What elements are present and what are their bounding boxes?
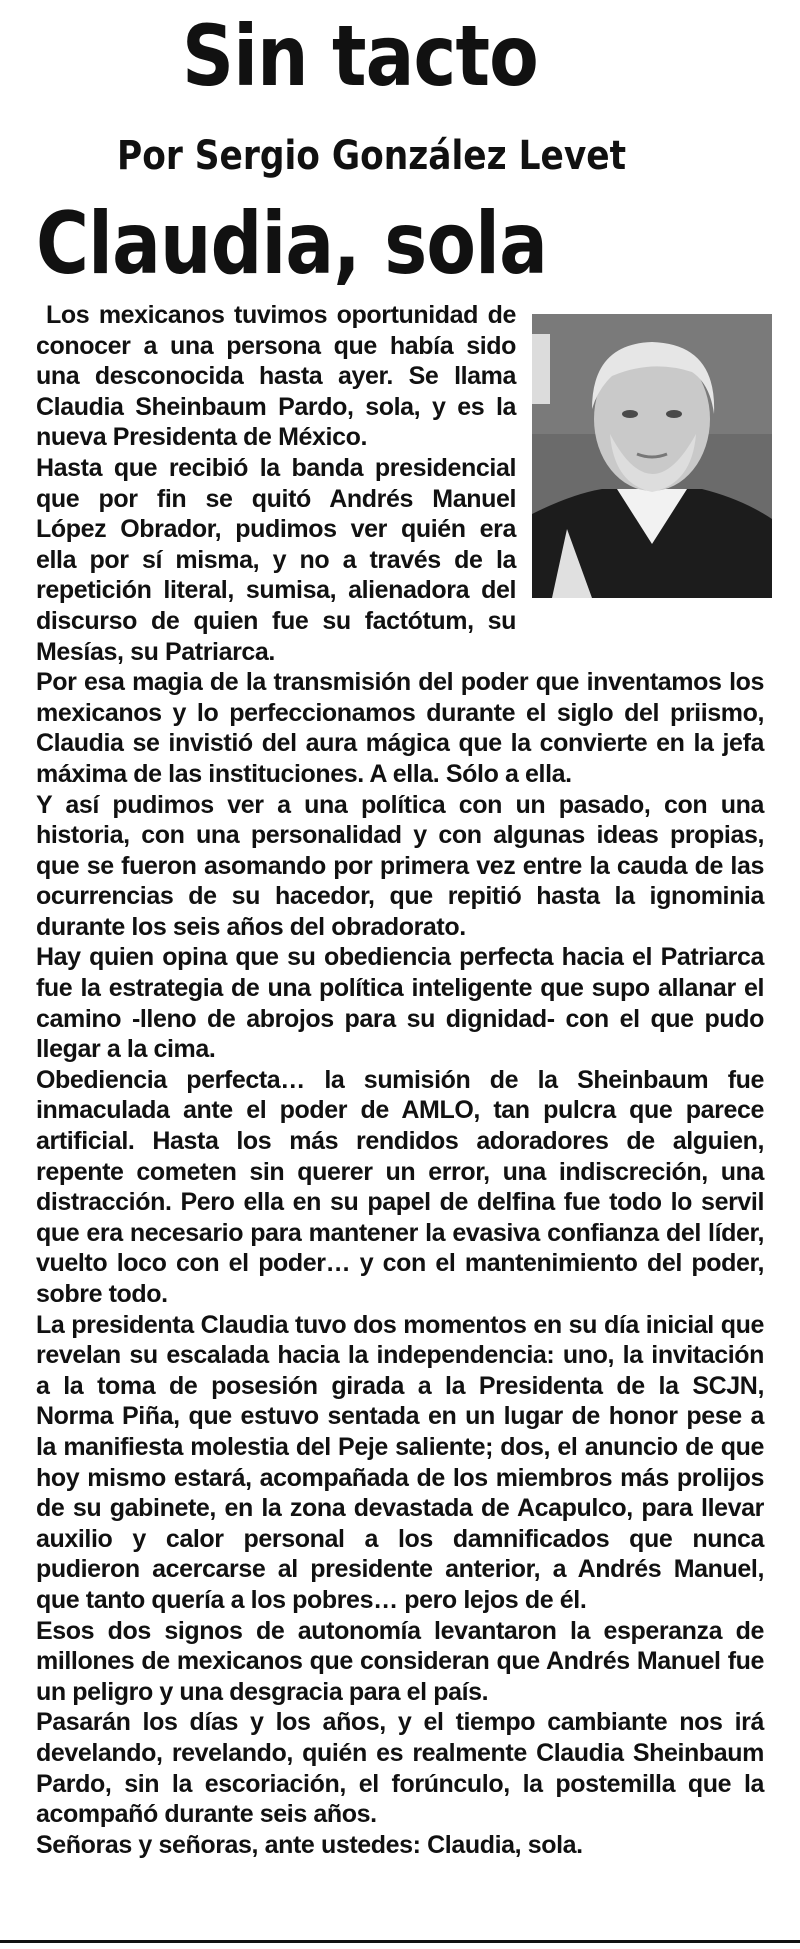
paragraph: Y así pudimos ver a una política con un pasado, con una historia, con una personalidad y con algunas ideas propias, que se fueron asomando por primera vez entre la cauda de las ocurrencias de su hacedor, que repitió hasta la ignominia durante los seis años del obradorato. [36,790,764,941]
paragraph: Los mexicanos tuvimos oportunidad de conocer a una persona que había sido una desconocida hasta ayer. Se llama Claudia Sheinbaum Pardo, sola, y es la nueva Presidenta de México. [36,301,516,452]
photo-wrap-space [516,300,764,612]
paragraph: Pasarán los días y los años, y el tiempo cambiante nos irá develando, revelando, quién es realmente Claudia Sheinbaum Pardo, sin la escoriación, el forúnculo, la postemilla que la acompañó durante seis años. [36,1708,764,1829]
paragraph: Señoras y señoras, ante ustedes: Claudia, sola. [36,1830,583,1859]
author-byline: Por Sergio González Levet [117,133,627,179]
paragraph: Hay quien opina que su obediencia perfecta hacia el Patriarca fue la estrategia de una política inteligente que supo allanar el camino -lleno de abrojos para su dignidad- con el que pudo llegar a la cima. [36,943,764,1064]
article-headline: Claudia, sola [36,194,547,294]
article-body [36,300,764,1860]
paragraph: Hasta que recibió la banda presidencial que por fin se quitó Andrés Manuel López Obrador, pudimos ver quién era ella por sí misma, y no a través de la repetición literal, sumisa, alienadora del discurso de quien fue su factótum, su Mesías, su Patriarca. [36,453,516,666]
paragraph: Esos dos signos de autonomía levantaron la esperanza de millones de mexicanos que consideran que Andrés Manuel fue un peligro y una desgracia para el país. [36,1616,764,1706]
paragraph: Obediencia perfecta… la sumisión de la Sheinbaum fue inmaculada ante el poder de AMLO, tan pulcra que parece artificial. Hasta los más rendidos adoradores de alguien, repente cometen sin querer un error, una indiscreción, una distracción. Pero ella en su papel de delfina fue todo lo servil que era necesario para mantener la evasiva confianza del líder, vuelto loco con el poder… y con el mantenimiento del poder, sobre todo. [36,1065,764,1308]
column-title: Sin tacto [182,7,538,105]
bottom-rule [0,1940,800,1943]
paragraph: Por esa magia de la transmisión del poder que inventamos los mexicanos y lo perfeccionamos durante el siglo del priismo, Claudia se invistió del aura mágica que la convierte en la jefa máxima de las instituciones. A ella. Sólo a ella. [36,668,764,788]
paragraph: La presidenta Claudia tuvo dos momentos en su día inicial que revelan su escalada hacia la independencia: uno, la invitación a la toma de posesión girada a la Presidenta de la SCJN, Norma Piña, que estuvo sentada en un lugar de honor pese a la manifiesta molestia del Peje saliente; dos, el anuncio de que hoy mismo estará, acompañada de los miembros más prolijos de su gabinete, en la zona devastada de Acapulco, para llevar auxilio y calor personal a los damnificados que nunca pudieron acercarse al presidente anterior, a Andrés Manuel, que tanto quería a los pobres… pero lejos de él. [36,1310,764,1614]
